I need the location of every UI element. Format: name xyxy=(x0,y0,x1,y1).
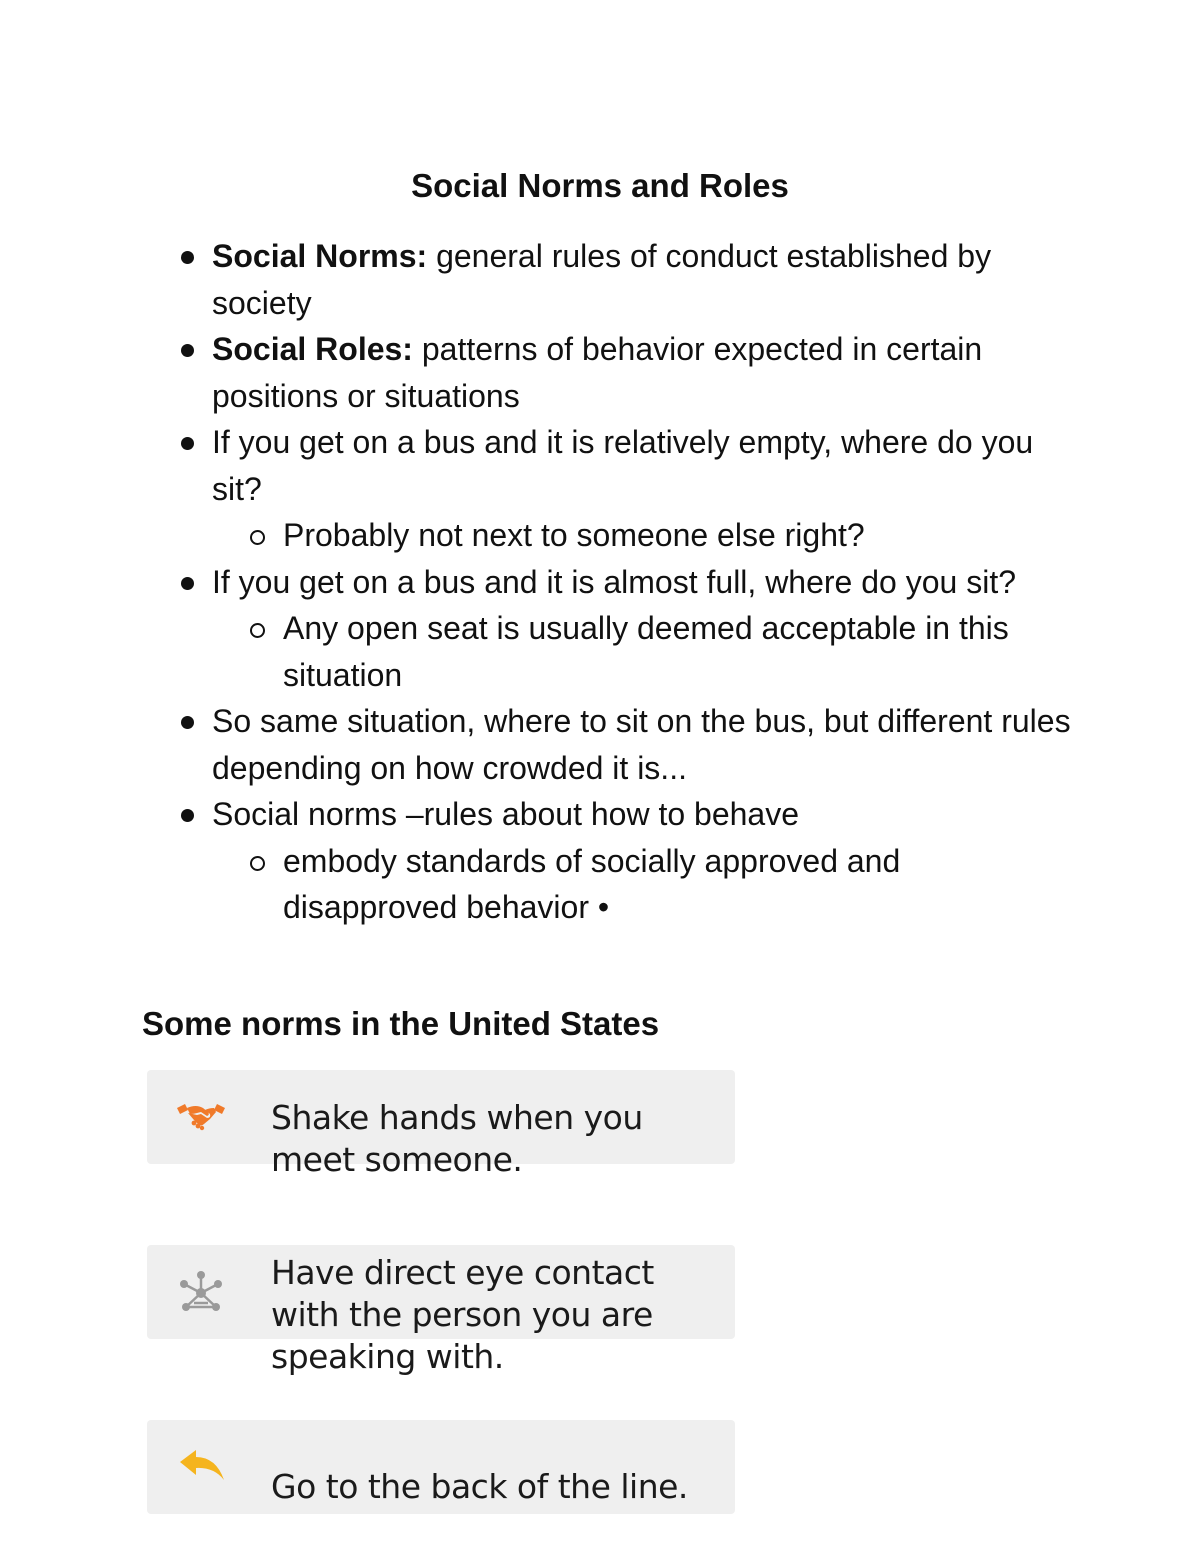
bullet-text: patterns of behavior expected in certain positions or situations xyxy=(212,331,983,414)
bullet-text: Probably not next to someone else right? xyxy=(283,517,865,553)
sub-bullet-item xyxy=(0,512,1063,559)
bullet-item xyxy=(0,419,1072,512)
sub-bullet-marker xyxy=(250,623,265,638)
bullet-text: If you get on a bus and it is almost full, where do you sit? xyxy=(212,563,1016,600)
bullet-list xyxy=(0,233,1200,931)
section-heading: Some norms in the United States xyxy=(142,1005,660,1042)
handshake-icon xyxy=(176,1100,226,1134)
bullet-marker xyxy=(181,716,194,729)
norm-card-line: speaking with. xyxy=(271,1337,504,1376)
sub-bullet-marker xyxy=(250,530,265,545)
bullet-item xyxy=(0,326,1072,419)
network-icon xyxy=(178,1270,224,1316)
sub-bullet-item xyxy=(0,838,1063,931)
bullet-text: So same situation, where to sit on the bus, but different rules depending on how crowded it is... xyxy=(212,703,1071,786)
bullet-marker xyxy=(181,577,194,590)
bullet-item xyxy=(0,791,1072,838)
reply-arrow-icon xyxy=(178,1448,226,1484)
bullet-item xyxy=(0,233,1072,326)
bullet-term: Social Roles: xyxy=(212,331,413,367)
norm-card-text xyxy=(271,1466,731,1508)
bullet-marker xyxy=(181,437,194,450)
bullet-term: Social Norms: xyxy=(212,238,428,274)
bullet-marker xyxy=(181,344,194,357)
norm-card-line: with the person you are xyxy=(271,1295,653,1334)
sub-bullet-item xyxy=(0,605,1063,698)
bullet-text: If you get on a bus and it is relatively empty, where do you sit? xyxy=(212,424,1034,507)
page-title: Social Norms and Roles xyxy=(411,167,789,204)
norm-card-line: Go to the back of the line. xyxy=(271,1467,688,1506)
norm-card-text xyxy=(271,1097,731,1181)
sub-bullet-marker xyxy=(250,856,265,871)
bullet-text: embody standards of socially approved and disapproved behavior • xyxy=(283,842,901,925)
bullet-marker xyxy=(181,251,194,264)
bullet-text: general rules of conduct established by society xyxy=(212,238,992,321)
norm-card-line: meet someone. xyxy=(271,1140,523,1179)
bullet-item xyxy=(0,559,1072,606)
bullet-text: Any open seat is usually deemed acceptable in this situation xyxy=(283,610,1009,693)
bullet-item xyxy=(0,698,1072,791)
norm-card-line: Shake hands when you xyxy=(271,1098,643,1137)
norm-card-line: Have direct eye contact xyxy=(271,1253,654,1292)
norm-card-text xyxy=(271,1252,731,1378)
bullet-text: Social norms –rules about how to behave xyxy=(212,796,800,832)
bullet-marker xyxy=(181,809,194,822)
